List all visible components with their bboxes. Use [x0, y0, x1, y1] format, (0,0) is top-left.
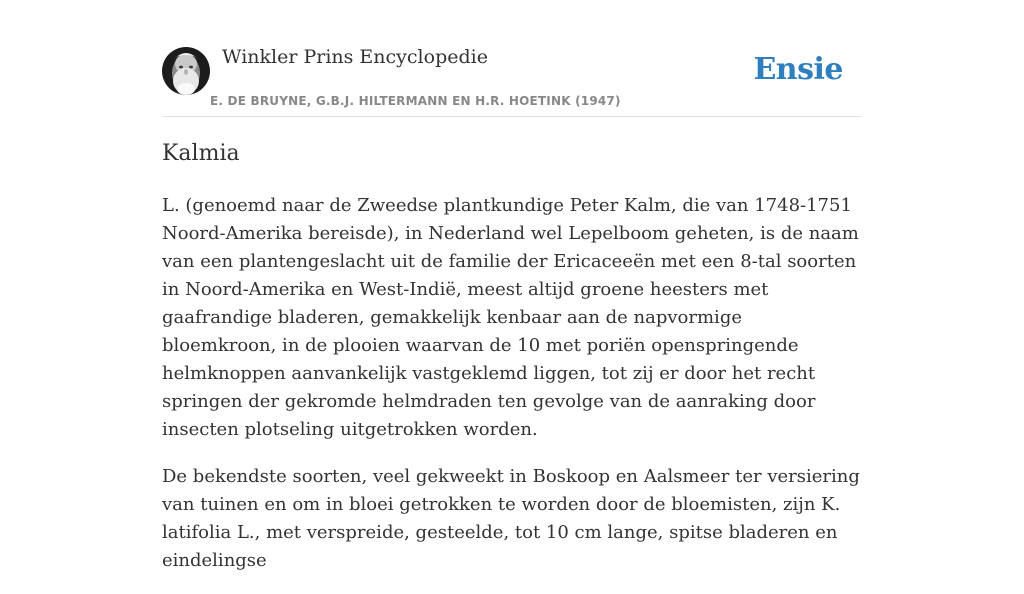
ensie-logo[interactable]: Ensie — [753, 52, 843, 87]
source-avatar-icon[interactable] — [162, 47, 210, 95]
bearded-man-portrait-icon — [162, 47, 210, 95]
source-title-link[interactable]: Winkler Prins Encyclopedie — [222, 46, 488, 68]
article-body — [162, 192, 862, 594]
source-authors: E. DE BRUYNE, G.B.J. HILTERMANN EN H.R. HOETINK (1947) — [210, 94, 621, 108]
page-container — [162, 0, 862, 571]
article-paragraph: L. (genoemd naar de Zweedse plantkundige Peter Kalm, die van 1748-1751 Noord-Amerika bereisde), in Nederland wel Lepelboom geheten, is de naam van een plantengeslacht uit de familie der Ericaceeën met een 8-tal soorten in Noord-Amerika en West-Indië, meest altijd groene heesters met gaafrandige bladeren, gemakkelijk kenbaar aan de napvormige bloemkroon, in de plooien waarvan de 10 met poriën openspringende helmknoppen aanvankelijk vastgeklemd liggen, tot zij er door het recht springen der gekromde helmdraden ten gevolge van de aanraking door insecten plotseling uitgetrokken worden. — [162, 195, 859, 440]
article-title: Kalmia — [162, 141, 240, 166]
source-header — [162, 0, 862, 117]
article-paragraph: De bekendste soorten, veel gekweekt in Boskoop en Aalsmeer ter versiering van tuinen en om in bloei getrokken te worden door de bloemisten, zijn K. latifolia L., met verspreide, gesteelde, tot 10 cm lange, spitse bladeren en eindelingse — [162, 466, 860, 571]
